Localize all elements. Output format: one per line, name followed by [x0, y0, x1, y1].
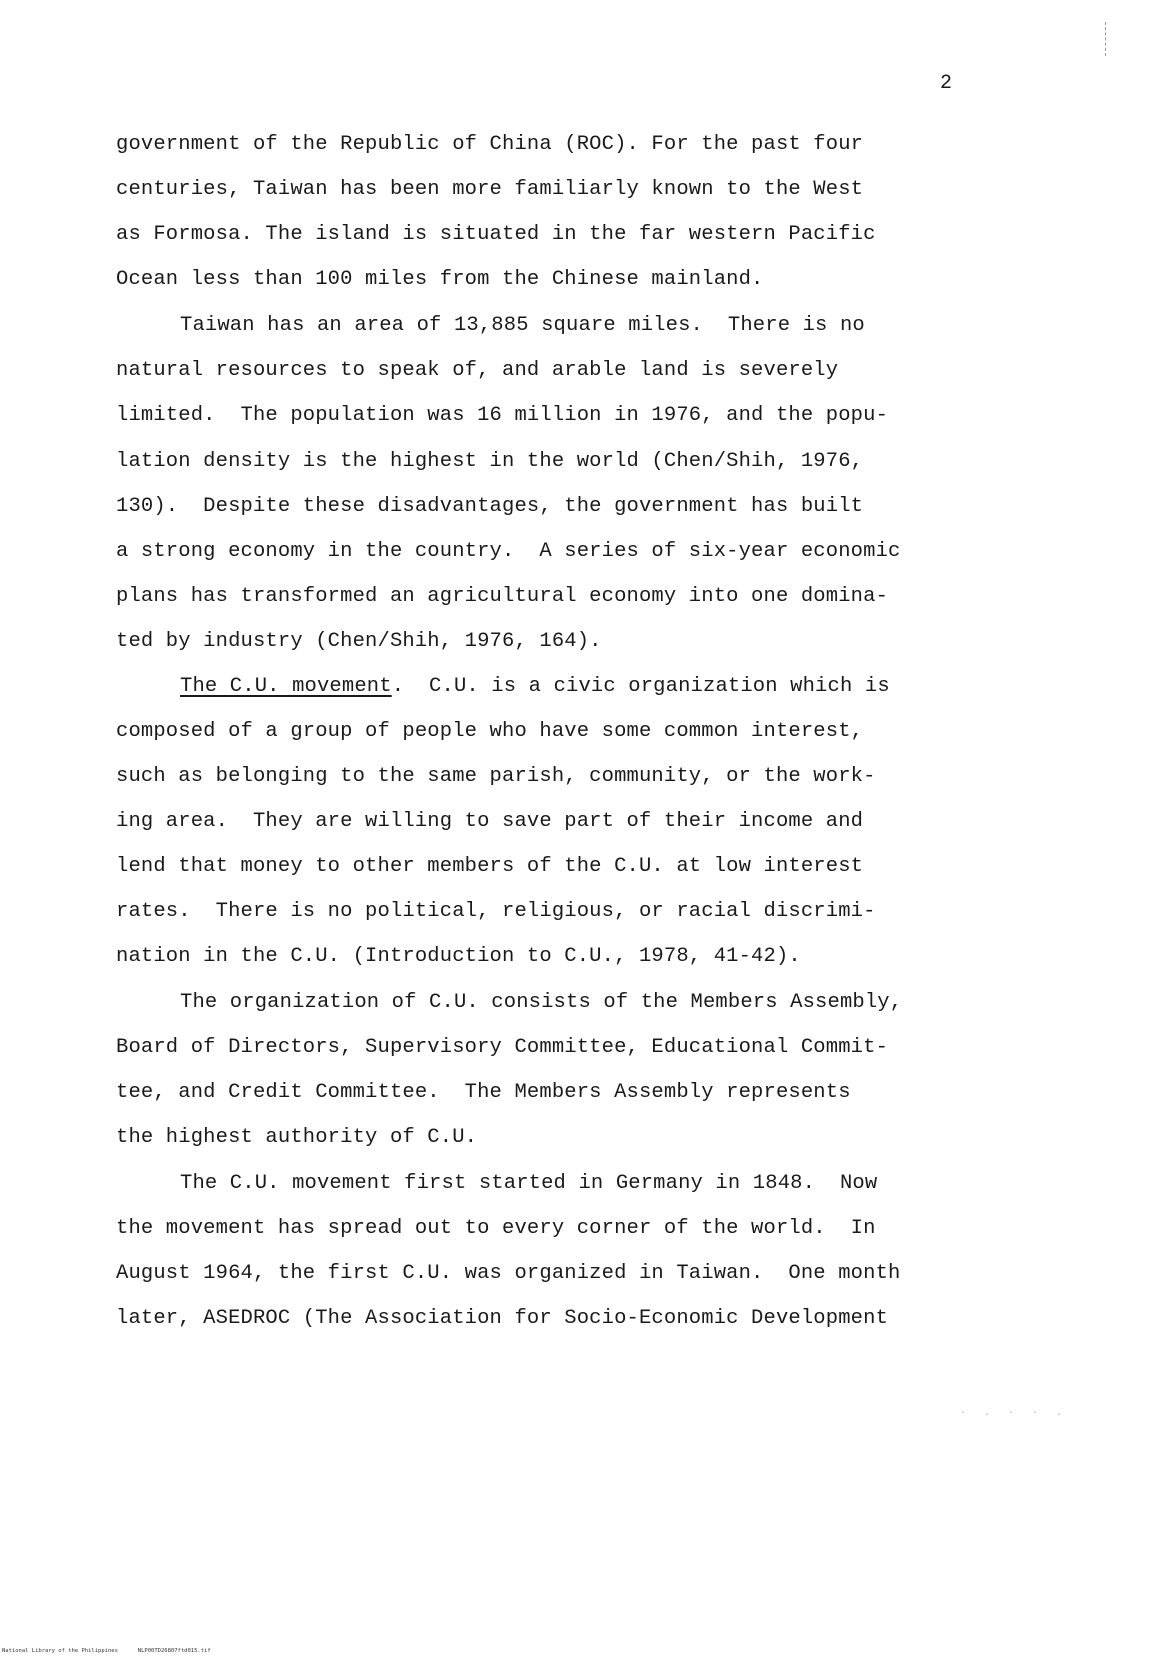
paragraph-2-line-7: plans has transformed an agricultural economy into one domina- [116, 585, 889, 608]
paragraph-2-line-6: a strong economy in the country. A series of six-year economic [116, 540, 901, 563]
paragraph-3-line-1 [180, 675, 890, 698]
paragraph-3-line-4: ing area. They are willing to save part of their income and [116, 810, 864, 833]
paragraph-1-line-1: government of the Republic of China (ROC). For the past four [116, 133, 864, 156]
paragraph-1-line-3: as Formosa. The island is situated in the far western Pacific [116, 223, 876, 246]
paragraph-4-line-1: The organization of C.U. consists of the Members Assembly, [180, 991, 903, 1014]
footer-file: NLP00TD26807ftd015.tif [137, 1648, 211, 1654]
paragraph-2-line-1: Taiwan has an area of 13,885 square miles. There is no [180, 314, 865, 337]
scan-noise: · . · · . [960, 1408, 1069, 1419]
paragraph-5-line-4: later, ASEDROC (The Association for Socio-Economic Development [116, 1307, 889, 1330]
paragraph-1-line-4: Ocean less than 100 miles from the Chinese mainland. [116, 268, 764, 291]
paragraph-3-line-6: rates. There is no political, religious, or racial discrimi- [116, 900, 876, 923]
scan-edge-mark [1105, 22, 1108, 56]
paragraph-2-line-2: natural resources to speak of, and arable land is severely [116, 359, 839, 382]
paragraph-5-line-2: the movement has spread out to every corner of the world. In [116, 1217, 876, 1240]
paragraph-3-line-1-rest: . C.U. is a civic organization which is [391, 675, 890, 698]
paragraph-2-line-3: limited. The population was 16 million in 1976, and the popu- [116, 404, 889, 427]
page-number: 2 [940, 72, 953, 95]
paragraph-3-line-7: nation in the C.U. (Introduction to C.U., 1978, 41-42). [116, 945, 801, 968]
paragraph-4-line-2: Board of Directors, Supervisory Committee, Educational Commit- [116, 1036, 889, 1059]
paragraph-2-line-5: 130). Despite these disadvantages, the government has built [116, 495, 864, 518]
footer-library: National Library of the Philippines [2, 1648, 118, 1654]
paragraph-5-line-1: The C.U. movement first started in Germany in 1848. Now [180, 1172, 878, 1195]
paragraph-5-line-3: August 1964, the first C.U. was organized in Taiwan. One month [116, 1262, 901, 1285]
paragraph-3-line-3: such as belonging to the same parish, community, or the work- [116, 765, 876, 788]
paragraph-3-line-5: lend that money to other members of the C.U. at low interest [116, 855, 864, 878]
paragraph-4-line-4: the highest authority of C.U. [116, 1126, 478, 1149]
paragraph-2-line-4: lation density is the highest in the world (Chen/Shih, 1976, [116, 450, 864, 473]
paragraph-3-line-2: composed of a group of people who have some common interest, [116, 720, 864, 743]
scan-footer [2, 1648, 211, 1654]
section-heading: The C.U. movement [180, 675, 392, 698]
paragraph-1-line-2: centuries, Taiwan has been more familiarly known to the West [116, 178, 864, 201]
paragraph-2-line-8: ted by industry (Chen/Shih, 1976, 164). [116, 630, 602, 653]
paragraph-4-line-3: tee, and Credit Committee. The Members Assembly represents [116, 1081, 851, 1104]
